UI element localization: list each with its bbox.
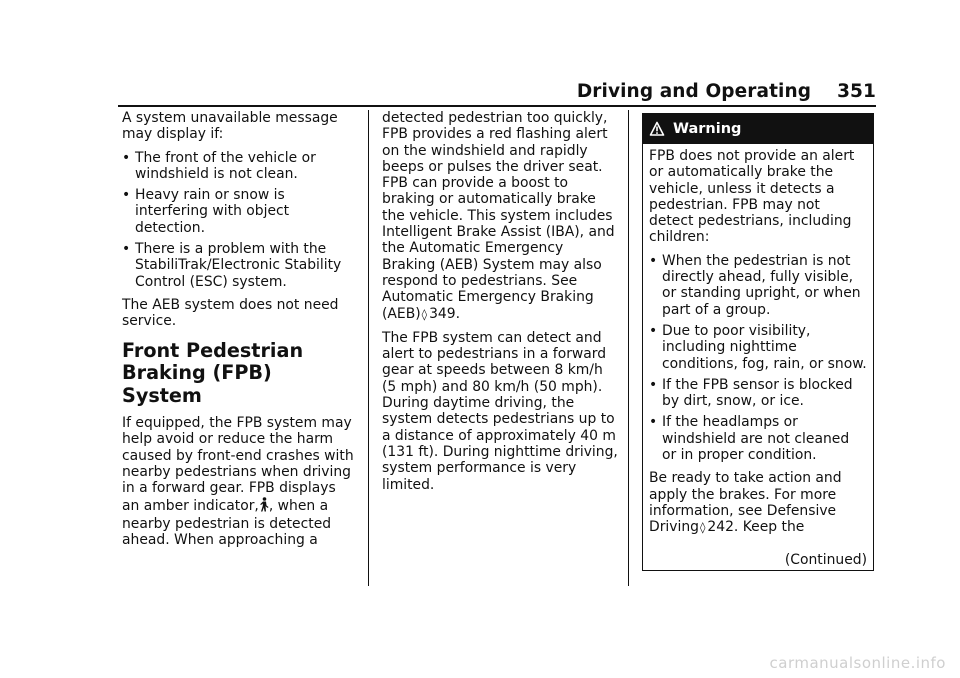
list-item-text: If the FPB sensor is blocked by dirt, snow, or ice. xyxy=(662,376,853,410)
warning-box xyxy=(642,113,874,571)
bullet-icon: • xyxy=(649,252,658,269)
paragraph-text: If equipped, the FPB system may help avoid or reduce the harm caused by front-end crashes with nearby pedestrians when driving in a forward gear. FPB displays an amber indicator, xyxy=(122,415,354,514)
list-item xyxy=(649,414,867,463)
paragraph-text: , when a nearby pedestrian is detected ahead. When approaching a xyxy=(122,497,332,549)
list-item-text: When the pedestrian is not directly ahead, fully visible, or standing upright, or when part of a group. xyxy=(662,252,861,318)
page-reference[interactable]: 349. xyxy=(429,305,461,322)
list-item-text: If the headlamps or windshield are not cleaned or in proper condition. xyxy=(662,414,850,464)
header-rule xyxy=(118,105,876,107)
bullet-icon: • xyxy=(649,376,658,393)
list-item xyxy=(649,253,867,318)
cross-reference-icon: ◊ xyxy=(699,521,706,535)
column-middle xyxy=(382,110,618,500)
list-item xyxy=(122,150,354,183)
warning-icon xyxy=(649,121,665,137)
list-item-text: Heavy rain or snow is interfering with object detection. xyxy=(135,187,290,236)
list-item-text: There is a problem with the StabiliTrak/Electronic Stability Control (ESC) system. xyxy=(135,241,342,290)
warning-body xyxy=(643,144,873,537)
column-divider xyxy=(628,110,629,586)
warning-title: Warning xyxy=(673,121,742,137)
list-item xyxy=(649,323,867,372)
paragraph xyxy=(382,110,618,323)
warning-header xyxy=(643,114,873,144)
bullet-icon: • xyxy=(649,414,658,431)
list-item xyxy=(122,187,354,236)
bullet-icon: • xyxy=(122,241,131,258)
bullet-icon: • xyxy=(122,149,131,166)
bullet-icon: • xyxy=(649,322,658,339)
paragraph-text: detected pedestrian too quickly, FPB provides a red flashing alert on the windshield and rapidly beeps or pulses the driver seat. FPB can provide a boost to braking or automatically brake the vehicle. This system includes Intelligent Brake Assist (IBA), and the Automatic Emergency Braking (AEB) System may also respond to pedestrians. See Automatic Emergency Braking (AEB) xyxy=(382,110,615,322)
bullet-icon: • xyxy=(122,187,131,204)
list-item xyxy=(122,241,354,290)
paragraph: FPB does not provide an alert or automatically brake the vehicle, unless it detects a pedestrian. FPB may not detect pedestrians, including children: xyxy=(649,148,855,246)
bullet-list xyxy=(649,253,867,464)
cross-reference-icon: ◊ xyxy=(421,307,428,321)
paragraph: A system unavailable message may display if: xyxy=(122,110,338,143)
bullet-list xyxy=(122,150,354,290)
page-header xyxy=(560,81,876,102)
paragraph: The AEB system does not need service. xyxy=(122,296,339,330)
paragraph xyxy=(649,470,867,536)
section-title: Driving and Operating xyxy=(576,81,812,102)
page-reference[interactable]: 242. Keep the xyxy=(707,519,805,536)
pedestrian-icon xyxy=(259,497,269,516)
list-item xyxy=(649,377,867,410)
list-item-text: The front of the vehicle or windshield is not clean. xyxy=(135,149,316,182)
watermark: carmanualsonline.info xyxy=(769,654,946,672)
list-item-text: Due to poor visibility, including nighttime conditions, fog, rain, or snow. xyxy=(662,322,867,372)
continued-label: (Continued) xyxy=(784,552,867,568)
paragraph xyxy=(122,415,354,548)
column-divider xyxy=(368,110,369,586)
page-number: 351 xyxy=(837,81,876,102)
paragraph-text: Be ready to take action and apply the brakes. For more information, see Defensive Driving xyxy=(649,470,842,536)
paragraph: The FPB system can detect and alert to pedestrians in a forward gear at speeds between 8 km/h (5 mph) and 80 km/h (50 mph). During daytime driving, the system detects pedestrians up to a distance of approximately 40 m (131 ft). During nighttime driving, system performance is very limited. xyxy=(382,329,618,493)
section-heading: Front Pedestrian Braking (FPB) System xyxy=(122,338,304,407)
column-left xyxy=(122,110,354,555)
